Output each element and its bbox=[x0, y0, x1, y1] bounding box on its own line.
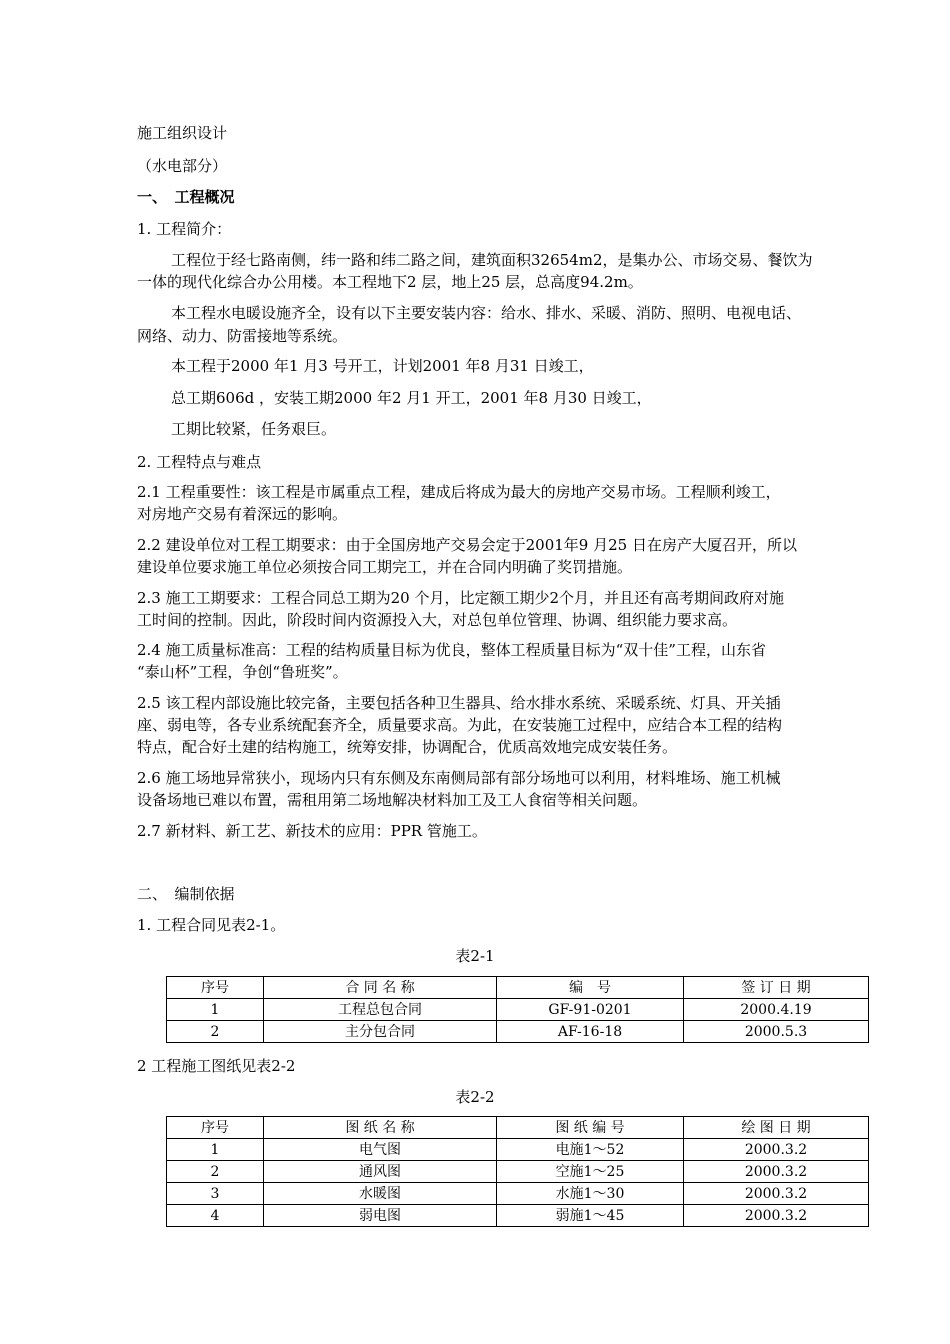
table-row bbox=[167, 1021, 869, 1043]
table-cell: 弱施1～45 bbox=[497, 1205, 684, 1227]
table-cell: 4 bbox=[167, 1205, 264, 1227]
list-item-line: 2.5 该工程内部设施比较完备，主要包括各种卫生器具、给水排水系统、采暖系统、灯具、开关插 bbox=[137, 694, 781, 712]
paragraph-line: 本工程于2000 年1 月3 号开工，计划2001 年8 月31 日竣工， bbox=[171, 357, 594, 375]
table-cell: 空施1～25 bbox=[497, 1161, 684, 1183]
paragraph-line: 工期比较紧，任务艰巨。 bbox=[171, 420, 337, 438]
header-cell: 合 同 名 称 bbox=[264, 977, 497, 999]
table-cell: 2000.3.2 bbox=[684, 1183, 869, 1205]
table-cell: 水暖图 bbox=[264, 1183, 497, 1205]
list-item-line: 对房地产交易有着深远的影响。 bbox=[137, 505, 348, 523]
paragraph-line: 工程位于经七路南侧，纬一路和纬二路之间，建筑面积32654m2，是集办公、市场交易、餐饮为 bbox=[171, 251, 813, 269]
table-cell: 1 bbox=[167, 999, 264, 1021]
table-cell: 2000.3.2 bbox=[684, 1161, 869, 1183]
table-cell: 1 bbox=[167, 1139, 264, 1161]
table-cell: 3 bbox=[167, 1183, 264, 1205]
table-header-row bbox=[167, 977, 869, 999]
section-heading-1: 一、 工程概况 bbox=[137, 188, 235, 206]
table-cell: AF-16-18 bbox=[497, 1021, 684, 1043]
paragraph-line: 总工期606d ，安装工期2000 年2 月1 开工，2001 年8 月30 日竣工， bbox=[171, 389, 652, 407]
table-cell: 2 bbox=[167, 1161, 264, 1183]
header-cell: 序号 bbox=[167, 977, 264, 999]
list-item-line: “泰山杯”工程，争创“鲁班奖”。 bbox=[137, 663, 348, 681]
table-row bbox=[167, 1139, 869, 1161]
table-cell: 电气图 bbox=[264, 1139, 497, 1161]
header-cell: 编 号 bbox=[497, 977, 684, 999]
subsection-heading: 1. 工程合同见表2-1。 bbox=[137, 916, 286, 934]
list-item-line: 2.6 施工场地异常狭小，现场内只有东侧及东南侧局部有部分场地可以利用，材料堆场、施工机械 bbox=[137, 769, 781, 787]
table-cell: 2000.4.19 bbox=[684, 999, 869, 1021]
list-item-line: 座、弱电等，各专业系统配套齐全，质量要求高。为此，在安装施工过程中，应结合本工程的结构 bbox=[137, 716, 783, 734]
drawing-table bbox=[166, 1116, 869, 1227]
table-cell: 主分包合同 bbox=[264, 1021, 497, 1043]
doc-subtitle: （水电部分） bbox=[137, 157, 228, 175]
table-row bbox=[167, 1205, 869, 1227]
list-item-line: 2.1 工程重要性：该工程是市属重点工程，建成后将成为最大的房地产交易市场。工程顺利竣工， bbox=[137, 483, 781, 501]
paragraph-line: 一体的现代化综合办公用楼。本工程地下2 层，地上25 层，总高度94.2m。 bbox=[137, 273, 643, 291]
table-row bbox=[167, 1183, 869, 1205]
table-cell: 2 bbox=[167, 1021, 264, 1043]
list-item-line: 2.7 新材料、新工艺、新技术的应用：PPR 管施工。 bbox=[137, 822, 487, 840]
table-caption: 表2-1 bbox=[455, 947, 495, 965]
table-cell: 2000.3.2 bbox=[684, 1205, 869, 1227]
subsection-heading: 2. 工程特点与难点 bbox=[137, 453, 262, 471]
header-cell: 签 订 日 期 bbox=[684, 977, 869, 999]
table-cell: 通风图 bbox=[264, 1161, 497, 1183]
table-cell: 弱电图 bbox=[264, 1205, 497, 1227]
table-row bbox=[167, 999, 869, 1021]
table-caption: 表2-2 bbox=[455, 1088, 495, 1106]
table-header-row bbox=[167, 1117, 869, 1139]
table-cell: 2000.3.2 bbox=[684, 1139, 869, 1161]
list-item-line: 2.3 施工工期要求：工程合同总工期为20 个月，比定额工期少2个月，并且还有高考期间政府对施 bbox=[137, 589, 785, 607]
header-cell: 图 纸 编 号 bbox=[497, 1117, 684, 1139]
header-cell: 序号 bbox=[167, 1117, 264, 1139]
list-item-line: 建设单位要求施工单位必须按合同工期完工，并在合同内明确了奖罚措施。 bbox=[137, 558, 633, 576]
header-cell: 图 纸 名 称 bbox=[264, 1117, 497, 1139]
table-row bbox=[167, 1161, 869, 1183]
list-item-line: 工时间的控制。因此，阶段时间内资源投入大，对总包单位管理、协调、组织能力要求高。 bbox=[137, 611, 738, 629]
table-cell: 水施1～30 bbox=[497, 1183, 684, 1205]
subsection-heading: 2 工程施工图纸见表2-2 bbox=[137, 1057, 296, 1075]
table-cell: 电施1～52 bbox=[497, 1139, 684, 1161]
doc-title: 施工组织设计 bbox=[137, 124, 228, 142]
table-cell: 工程总包合同 bbox=[264, 999, 497, 1021]
list-item-line: 设备场地已难以布置，需租用第二场地解决材料加工及工人食宿等相关问题。 bbox=[137, 791, 648, 809]
contract-table bbox=[166, 976, 869, 1043]
section-heading-2: 二、 编制依据 bbox=[137, 885, 235, 903]
list-item-line: 特点，配合好土建的结构施工，统筹安排，协调配合，优质高效地完成安装任务。 bbox=[137, 738, 678, 756]
header-cell: 绘 图 日 期 bbox=[684, 1117, 869, 1139]
list-item-line: 2.2 建设单位对工程工期要求：由于全国房地产交易会定于2001年9 月25 日在房产大厦召开，所以 bbox=[137, 536, 797, 554]
subsection-heading: 1. 工程简介： bbox=[137, 220, 232, 238]
paragraph-line: 网络、动力、防雷接地等系统。 bbox=[137, 327, 348, 345]
table-cell: GF-91-0201 bbox=[497, 999, 684, 1021]
paragraph-line: 本工程水电暖设施齐全，设有以下主要安装内容：给水、排水、采暖、消防、照明、电视电话、 bbox=[171, 304, 802, 322]
table-cell: 2000.5.3 bbox=[684, 1021, 869, 1043]
list-item-line: 2.4 施工质量标准高：工程的结构质量目标为优良，整体工程质量目标为“双十佳”工程，山东省 bbox=[137, 641, 766, 659]
